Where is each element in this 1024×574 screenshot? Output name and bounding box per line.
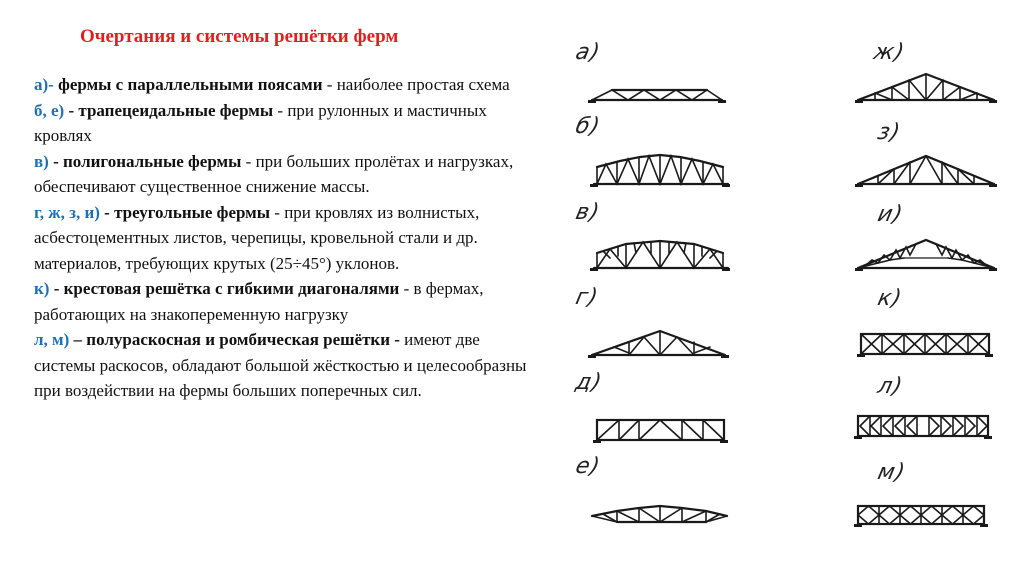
truss-label: л)	[875, 374, 906, 399]
truss-semi-diagonal-icon	[844, 372, 1024, 452]
truss-b	[570, 112, 750, 192]
paragraph-trapezoidal	[34, 98, 544, 149]
desc: - при кровлях из волнистых, асбестоцементных листов, черепицы, кровельной стали и др. материалов, требующих крутых (25÷45°) уклонов.	[34, 202, 480, 273]
paragraph-parallel	[34, 72, 544, 98]
label: б, е)	[34, 100, 65, 120]
truss-g	[570, 283, 750, 363]
term: - полигональные фермы	[48, 151, 242, 171]
slide-title: Очертания и системы решётки ферм	[80, 26, 399, 47]
desc: - при больших пролётах и нагрузках, обеспечивают существенное снижение массы.	[34, 151, 514, 196]
label: а)-	[34, 75, 54, 94]
truss-label: з)	[875, 120, 903, 145]
truss-a	[570, 38, 750, 118]
paragraph-polygonal	[34, 149, 544, 200]
term: - трапецеидальные фермы	[64, 100, 274, 120]
truss-i	[844, 200, 1024, 280]
truss-label: ж)	[871, 40, 908, 65]
paragraph-cross	[34, 276, 544, 327]
truss-label: и)	[875, 202, 906, 227]
truss-label: г)	[573, 285, 601, 310]
desc: - наиболее простая схема	[322, 75, 510, 94]
truss-k	[844, 284, 1024, 364]
truss-triangular-icon	[844, 118, 1024, 198]
truss-triangular-subdivided-icon	[844, 200, 1024, 280]
truss-label: е)	[573, 454, 603, 479]
truss-l	[844, 372, 1024, 452]
truss-rhombic-icon	[844, 458, 1024, 538]
truss-label: к)	[875, 286, 905, 311]
truss-cross-bracing-icon	[844, 284, 1024, 364]
truss-v	[570, 198, 750, 278]
truss-label: м)	[875, 460, 908, 485]
term: - крестовая решётка с гибкими диагоналями	[49, 279, 400, 298]
truss-zh	[844, 38, 1024, 118]
truss-label: б)	[573, 114, 603, 139]
truss-d	[570, 368, 750, 448]
term: – полураскосная и ромбическая решётки -	[69, 330, 400, 349]
paragraph-semidiagonal-rhombic	[34, 327, 544, 404]
label: л, м)	[34, 330, 70, 349]
label: в)	[34, 151, 49, 171]
truss-label: д)	[573, 370, 605, 395]
desc: - при рулонных и мастичных кровлях	[34, 100, 487, 145]
desc: имеют две системы раскосов, обладают большой жёсткостью и целесообразны при воздействии на фермы больших поперечных сил.	[34, 330, 527, 400]
description-text	[34, 72, 544, 404]
truss-label: а)	[573, 40, 603, 65]
term: фермы с параллельными поясами	[53, 75, 323, 94]
label: к)	[34, 279, 50, 298]
desc: - в фермах, работающих на знакопеременную нагрузку	[34, 279, 484, 324]
label: г, ж, з, и)	[34, 202, 100, 222]
paragraph-triangular	[34, 200, 544, 277]
term: - треугольные фермы	[99, 202, 271, 222]
truss-label: в)	[573, 200, 603, 225]
truss-z	[844, 118, 1024, 198]
truss-e	[570, 452, 750, 532]
truss-diagrams	[560, 30, 1024, 550]
truss-triangular-icon	[844, 38, 1024, 118]
truss-m	[844, 458, 1024, 538]
